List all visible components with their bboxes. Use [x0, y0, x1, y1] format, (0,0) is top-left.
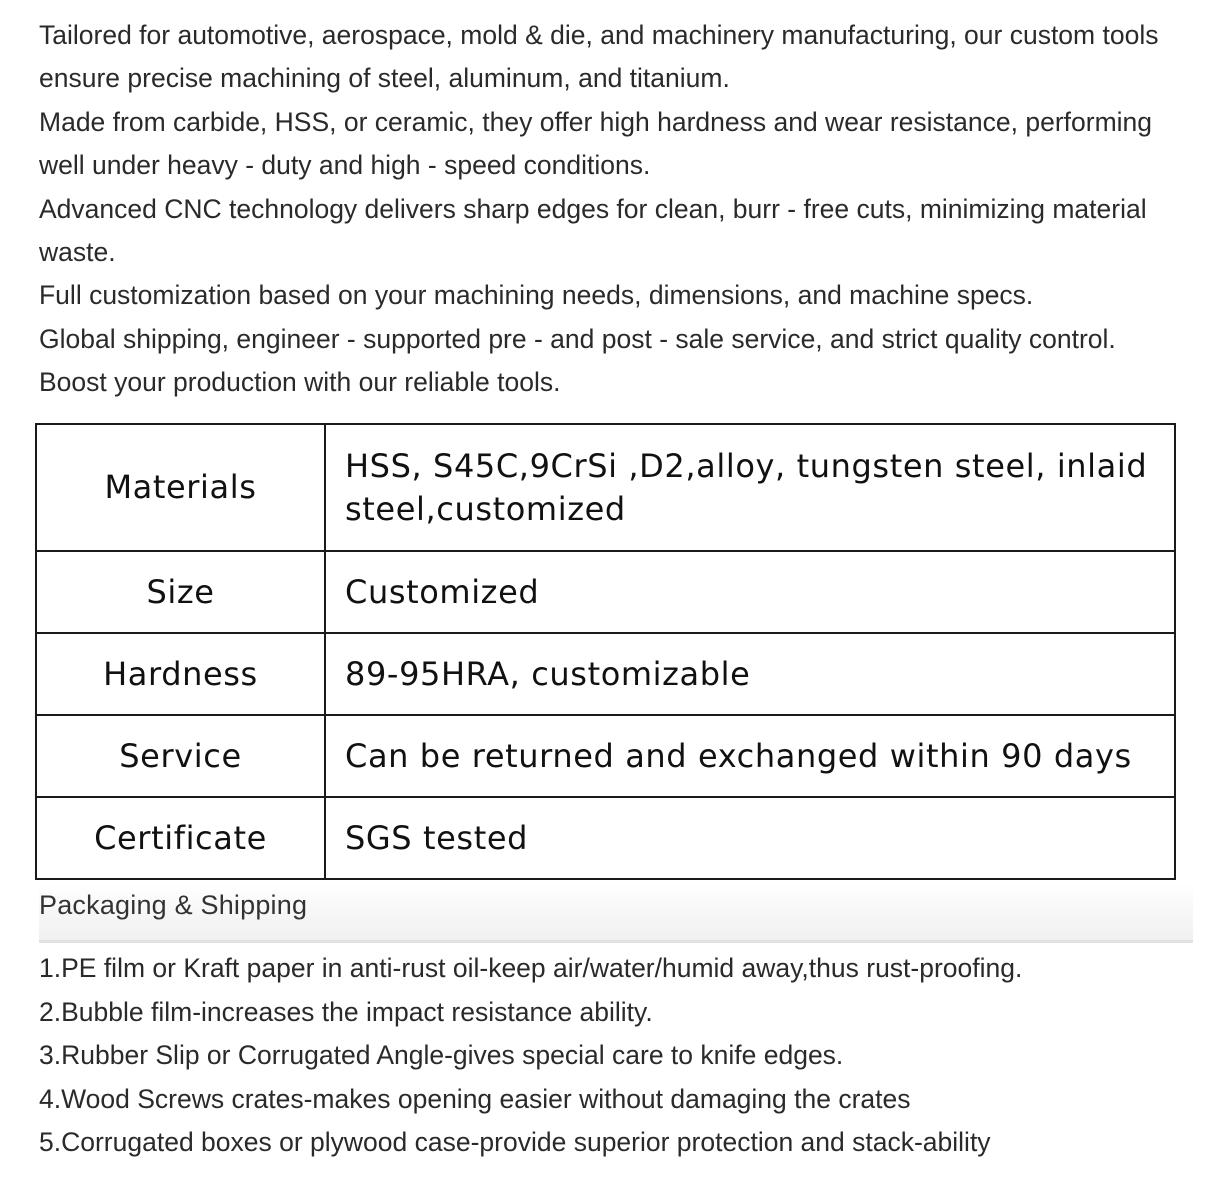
table-row [36, 633, 1175, 715]
spec-value-service: Can be returned and exchanged within 90 days [325, 715, 1175, 797]
list-item: 4.Wood Screws crates-makes opening easier without damaging the crates [39, 1083, 911, 1114]
product-description [39, 14, 1189, 405]
spec-label-certificate: Certificate [36, 797, 325, 879]
table-row [36, 797, 1175, 879]
packaging-list [39, 947, 1199, 1165]
list-item: 5.Corrugated boxes or plywood case-provide superior protection and stack-ability [39, 1127, 991, 1157]
spec-value-size: Customized [325, 551, 1175, 633]
packaging-section-header [39, 884, 1193, 943]
description-paragraph: Full customization based on your machining needs, dimensions, and machine specs. [39, 280, 1034, 311]
spec-label-hardness: Hardness [36, 633, 325, 715]
table-row [36, 715, 1175, 797]
specification-table [35, 423, 1176, 880]
table-row [36, 551, 1175, 633]
description-paragraph: Global shipping, engineer - supported pre - and post - sale service, and strict quality control. Boost your production with our reliable tools. [39, 323, 1116, 398]
list-item: 1.PE film or Kraft paper in anti-rust oil-keep air/water/humid away,thus rust-proofing. [39, 953, 1023, 983]
spec-value-certificate: SGS tested [325, 797, 1175, 879]
spec-label-size: Size [36, 551, 325, 633]
description-paragraph: Advanced CNC technology delivers sharp edges for clean, burr - free cuts, minimizing material waste. [39, 193, 1147, 268]
spec-label-service: Service [36, 715, 325, 797]
list-item: 3.Rubber Slip or Corrugated Angle-gives special care to knife edges. [39, 1040, 844, 1070]
spec-value-hardness: 89-95HRA, customizable [325, 633, 1175, 715]
spec-value-materials: HSS, S45C,9CrSi ,D2,alloy, tungsten steel, inlaid steel,customized [325, 424, 1175, 551]
list-item: 2.Bubble film-increases the impact resistance ability. [39, 996, 653, 1027]
table-row [36, 424, 1175, 551]
description-paragraph: Made from carbide, HSS, or ceramic, they offer high hardness and wear resistance, performing well under heavy - duty and high - speed conditions. [39, 106, 1153, 181]
packaging-title: Packaging & Shipping [39, 890, 308, 920]
spec-label-materials: Materials [36, 424, 325, 551]
description-paragraph: Tailored for automotive, aerospace, mold & die, and machinery manufacturing, our custom tools ensure precise machining of steel, aluminum, and titanium. [39, 20, 1159, 94]
